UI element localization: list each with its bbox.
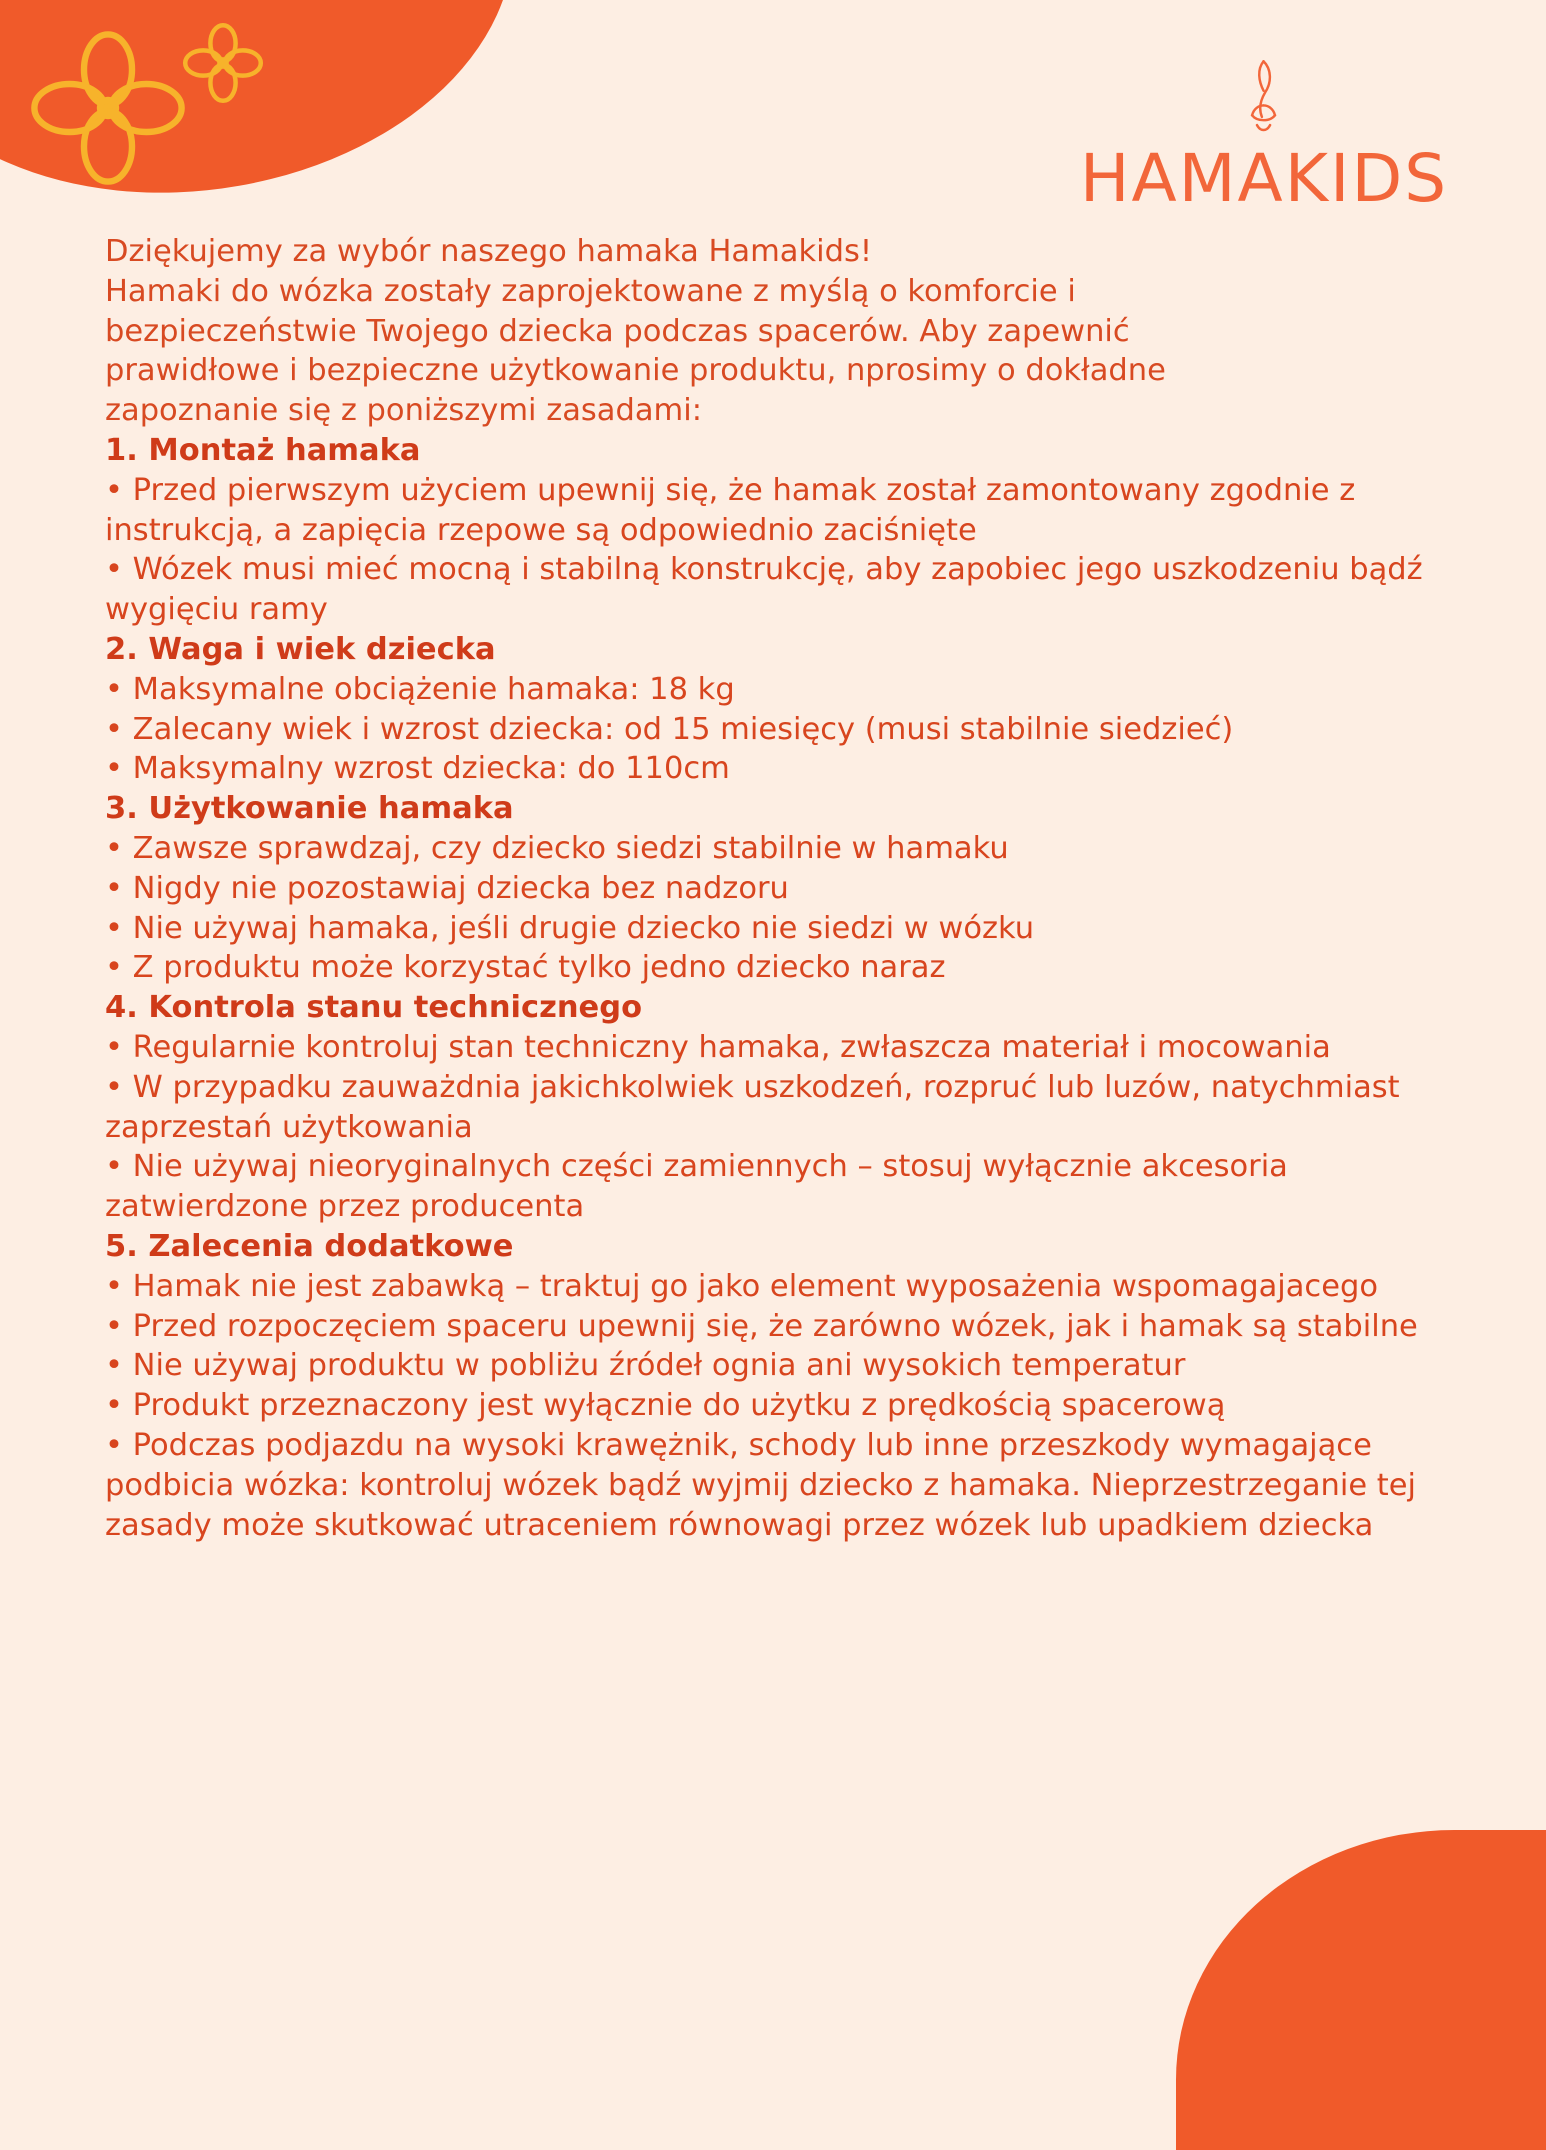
section-item: • Nigdy nie pozostawiaj dziecka bez nadzoru xyxy=(105,870,789,906)
section-item: • W przypadku zauważdnia jakichkolwiek uszkodzeń, rozpruć lub luzów, natychmiast zaprzestań użytkowania xyxy=(105,1069,1400,1145)
hammock-bird-mark-icon xyxy=(1239,58,1288,148)
section-item: • Nie używaj produktu w pobliżu źródeł ognia ani wysokich temperatur xyxy=(105,1348,1186,1384)
flower-icon-small xyxy=(178,18,268,108)
section-item: • Regularnie kontroluj stan techniczny hamaka, zwłaszcza materiał i mocowania xyxy=(105,1029,1331,1065)
section-item: • Produkt przeznaczony jest wyłącznie do użytku z prędkością spacerową xyxy=(105,1388,1226,1424)
flower-icon-large xyxy=(28,28,188,188)
section-item: • Przed rozpoczęciem spaceru upewnij się, że zarówno wózek, jak i hamak są stabilne xyxy=(105,1308,1418,1344)
section-item: • Nie używaj hamaka, jeśli drugie dziecko nie siedzi w wózku xyxy=(105,910,1035,946)
intro-line: zapoznanie się z poniższymi zasadami: xyxy=(105,393,702,429)
section-item: • Przed pierwszym użyciem upewnij się, że hamak został zamontowany zgodnie z instrukcją, a zapięcia rzepowe są odpowiednio zaciśnięte xyxy=(105,472,1356,548)
section-item: • Maksymalny wzrost dziecka: do 110cm xyxy=(105,751,730,787)
bottom-right-decorative-shape xyxy=(1176,1830,1546,2150)
section-item: • Zawsze sprawdzaj, czy dziecko siedzi stabilnie w hamaku xyxy=(105,830,1009,866)
section-item: • Maksymalne obciążenie hamaka: 18 kg xyxy=(105,671,735,707)
section-heading: 3. Użytkowanie hamaka xyxy=(105,791,514,827)
section-heading: 4. Kontrola stanu technicznego xyxy=(105,990,643,1026)
section-heading: 2. Waga i wiek dziecka xyxy=(105,631,496,667)
section-item: • Z produktu może korzystać tylko jedno dziecko naraz xyxy=(105,950,946,986)
intro-line: prawidłowe i bezpieczne użytkowanie produktu, nprosimy o dokładne xyxy=(105,353,1166,389)
intro-line: bezpieczeństwie Twojego dziecka podczas spacerów. Aby zapewnić xyxy=(105,313,1130,349)
section-item: • Podczas podjazdu na wysoki krawężnik, schody lub inne przeszkody wymagające podbicia wózka: kontroluj wózek bądź wyjmij dziecko z hamaka. Nieprzestrzeganie tej zasady może skutkować utraceniem równowagi przez wózek lub upadkiem dziecka xyxy=(105,1427,1416,1543)
instructions-body xyxy=(105,232,1475,1545)
section-heading: 5. Zalecenia dodatkowe xyxy=(105,1228,514,1264)
intro-line: Hamaki do wózka zostały zaprojektowane z myślą o komforcie i xyxy=(105,273,1076,309)
section-item: • Wózek musi mieć mocną i stabilną konstrukcję, aby zapobiec jego uszkodzeniu bądź wygięciu ramy xyxy=(105,552,1423,628)
section-item: • Hamak nie jest zabawką – traktuj go jako element wyposażenia wspomagajacego xyxy=(105,1268,1378,1304)
brand-logo xyxy=(1044,58,1484,217)
brand-name: HAMAKIDS xyxy=(1079,140,1449,217)
section-heading: 1. Montaż hamaka xyxy=(105,432,421,468)
section-item: • Zalecany wiek i wzrost dziecka: od 15 miesięcy (musi stabilnie siedzieć) xyxy=(105,711,1234,747)
intro-line: Dziękujemy za wybór naszego hamaka Hamakids! xyxy=(105,234,873,269)
section-item: • Nie używaj nieoryginalnych części zamiennych – stosuj wyłącznie akcesoria zatwierdzone przez producenta xyxy=(105,1149,1288,1225)
